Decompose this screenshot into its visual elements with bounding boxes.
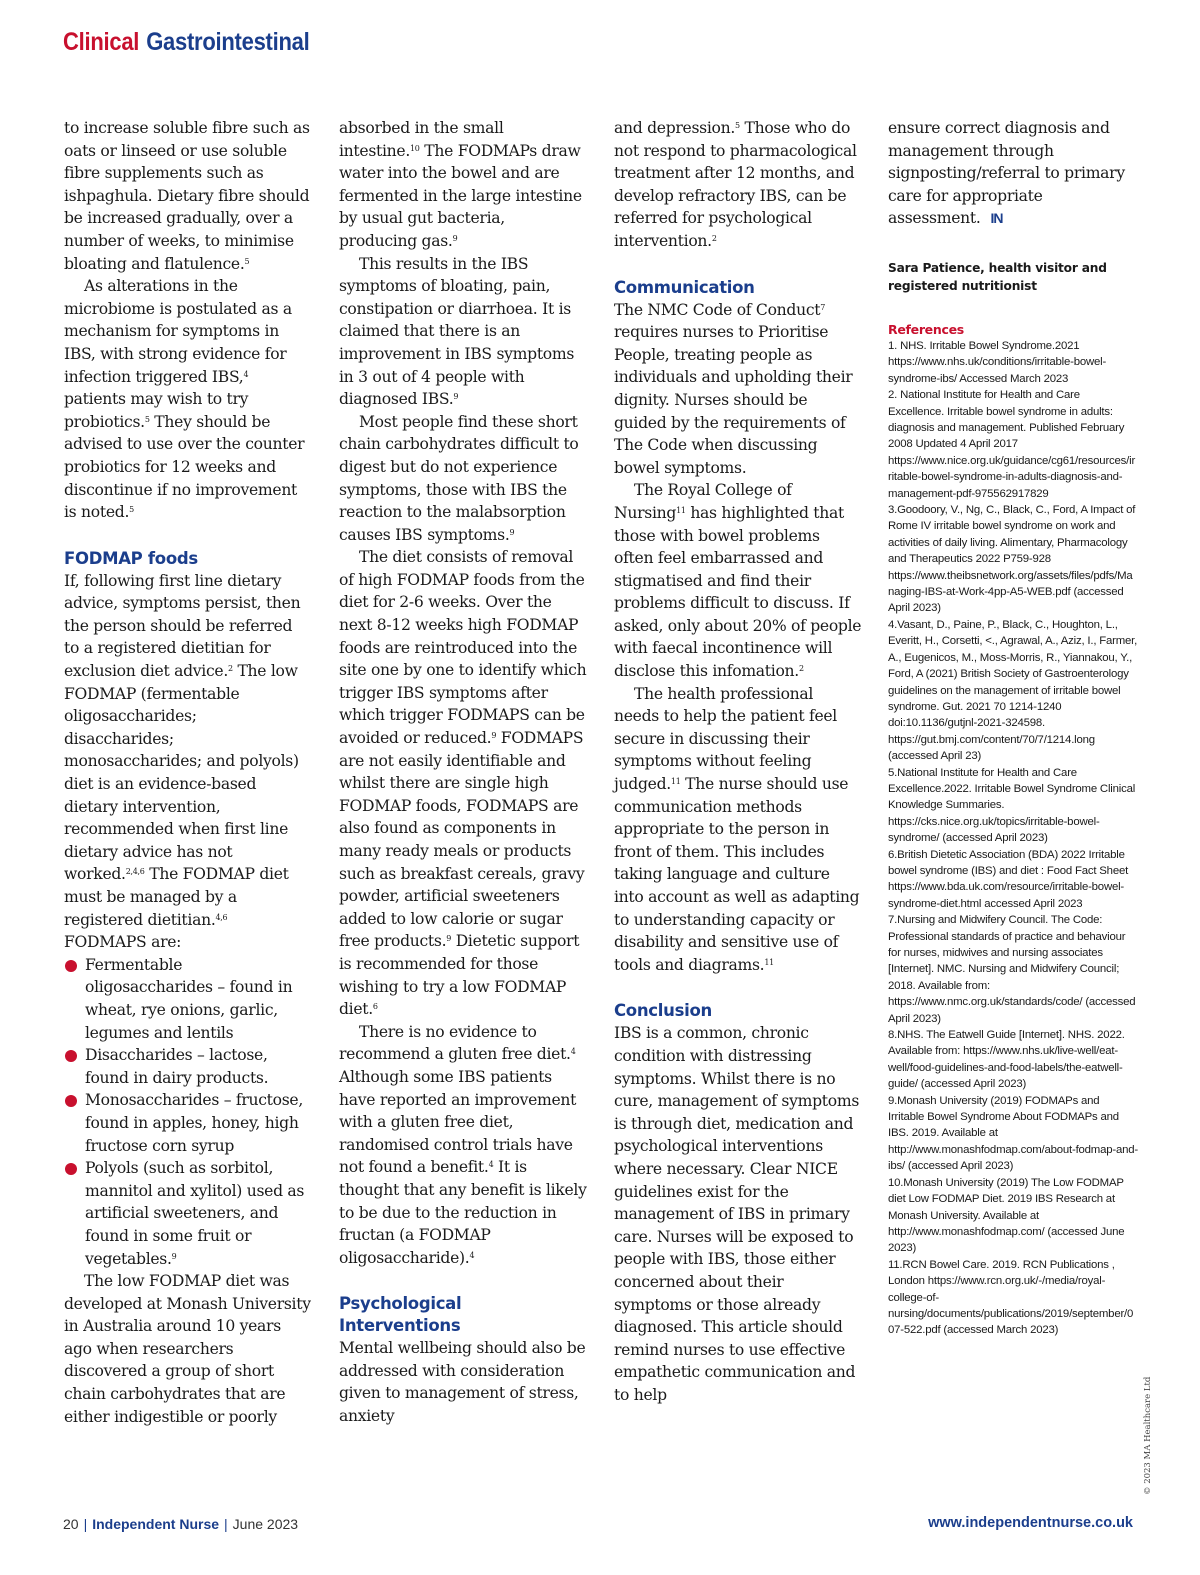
citation: 7: [820, 302, 826, 312]
citation: 2: [711, 233, 717, 243]
citation: 4: [469, 1250, 475, 1260]
footer-separator: |: [83, 1516, 88, 1532]
page-header: [63, 28, 309, 57]
reference-item: 2. National Institute for Health and Care Excellence. Irritable bowel syndrome in adults: diagnosis and management. Published February 2008 Updated 4 April 2017 https://www.nice.org.uk/guidance/cg61/resources/irritable-bowel-syndrome-in-adults-diagnosis-and-management-pdf-975562917829: [888, 389, 1136, 500]
reference-item: 10.Monash University (2019) The Low FODMAP diet Low FODMAP Diet. 2019 IBS Research at Monash University. Available at http://www.monashfodmap.com/ (accessed June 2023): [888, 1176, 1125, 1255]
reference-item: 6.British Dietetic Association (BDA) 2022 Irritable bowel syndrome (IBS) and diet : Food Fact Sheet https://www.bda.uk.com/resource/irritable-bowel-syndrome-diet.html accessed April 2023: [888, 848, 1129, 910]
paragraph: The health professional needs to help the patient feel secure in discussing their symptoms without feeling judged.$^{11}$ The nurse should use communication methods appropriate to the person in front of them. This includes taking language and culture into account as well as adapting to understanding capacity or disability and sensitive use of tools and diagrams.$^{11}$: [614, 684, 860, 974]
list-item: Polyols (such as sorbitol, mannitol and xylitol) used as artificial sweeteners, and found in some fruit or vegetables.$^9$: [64, 1157, 311, 1270]
copyright-notice: © 2023 MA Healthcare Ltd: [1143, 1376, 1153, 1495]
page-number: 20: [63, 1516, 79, 1532]
reference-item: 8.NHS. The Eatwell Guide [Internet]. NHS. 2022. Available from: https://www.nhs.uk/live-well/eat-well/food-guidelines-and-food-labels/the-eatwell-guide/ (accessed April 2023): [888, 1029, 1125, 1091]
section-heading-conclusion: Conclusion: [614, 1001, 712, 1021]
citation: 2: [227, 664, 233, 674]
paragraph: ensure correct diagnosis and management through signposting/referral to primary care for appropriate assessment. IN: [888, 117, 1138, 230]
reference-item: 5.National Institute for Health and Care Excellence.2022. Irritable Bowel Syndrome Clinical Knowledge Summaries. https://cks.nice.org.uk/topics/irritable-bowel-syndrome/ (accessed April 2023): [888, 766, 1136, 845]
section-label: Clinical: [63, 28, 140, 56]
citation: 5: [144, 414, 150, 424]
article-column-4: [888, 117, 1138, 1339]
paragraph: There is no evidence to recommend a gluten free diet.$^4$ Although some IBS patients have reported an improvement with a gluten free diet, randomised control trials have not found a benefit.$^4$ It is thought that any benefit is likely to be due to the reduction in fructan (a FODMAP oligosaccharide).$^4$: [339, 1022, 587, 1267]
citation: 11: [676, 505, 686, 515]
citation: 2,4,6: [125, 867, 145, 877]
citation: 9: [446, 934, 452, 944]
section-heading-fodmap-foods: FODMAP foods: [64, 548, 198, 568]
paragraph: FODMAPS are:: [64, 933, 182, 952]
paragraph: Mental wellbeing should also be addressed with consideration given to management of stress, anxiety: [339, 1339, 586, 1426]
citation: 5: [735, 121, 740, 130]
paragraph: The Royal College of Nursing$^{11}$ has highlighted that those with bowel problems often feel embarrassed and stigmatised and find their problems difficult to discuss. If asked, only about 20% of people with faecal incontinence will disclose this infomation.$^2$: [614, 481, 862, 681]
citation: 4: [243, 369, 249, 379]
footer-separator: |: [224, 1516, 228, 1532]
article-column-2: [339, 117, 587, 1428]
list-item: Monosaccharides – fructose, found in apples, honey, high fructose corn syrup: [64, 1089, 311, 1157]
fodmap-list: [64, 954, 311, 1270]
paragraph: The low FODMAP diet was developed at Monash University in Australia around 10 years ago when researchers discovered a group of short chain carbohydrates that are either indigestible or poorly: [64, 1272, 311, 1426]
citation: 4: [488, 1160, 494, 1170]
paragraph: The NMC Code of Conduct$^7$ requires nurses to Prioritise People, treating people as individuals and upholding their dignity. Nurses should be guided by the requirements of The Code when discussing bowel symptoms.: [614, 300, 853, 477]
list-item: Disaccharides – lactose, found in dairy products.: [64, 1044, 311, 1089]
section-heading-psychological-interventions: Psychological Interventions: [339, 1294, 462, 1336]
reference-item: 7.Nursing and Midwifery Council. The Code: Professional standards of practice and behaviour for nurses, midwives and nursing associates [Internet]. NMC. Nursing and Midwifery Council; 2018. Available from: https://www.nmc.org.uk/standards/code/ (accessed April 2023): [888, 914, 1136, 1025]
section-heading-communication: Communication: [614, 277, 755, 297]
citation: 4,6: [215, 912, 228, 922]
citation: 9: [491, 731, 497, 741]
reference-item: 3.Goodoory, V., Ng, C., Black, C., Ford, A Impact of Rome IV irritable bowel syndrome on work and activities of daily living. Alimentary, Pharmacology and Therapeutics 2022 P759-928 https://www.theibsnetwork.org/assets/files/pdfs/Managing-IBS-at-Work-4pp-A5-WEB.pdf (accessed April 2023): [888, 504, 1136, 615]
citation: 11: [670, 777, 681, 787]
paragraph: to increase soluble fibre such as oats or linseed or use soluble fibre supplements such as ishpaghula. Dietary fibre should be increased gradually, over a number of weeks, to minimise bloating and flatulence.$^5$: [64, 119, 310, 273]
paragraph: and depression.$^5$ Those who do not respond to pharmacological treatment after 12 months, and develop refractory IBS, can be referred for psychological intervention.$^2$: [614, 119, 857, 250]
citation: 9: [171, 1251, 177, 1261]
reference-item: 4.Vasant, D., Paine, P., Black, C., Houghton, L., Everitt, H., Corsetti, <., Agrawal, A., Aziz, I., Farmer, A., Eugenicos, M., Moss-Morris, R., Yiannakou, Y., Ford, A (2021) British Society of Gastroenterology guidelines on the management of irritable bowel syndrome. Gut. 2021 70 1214-1240 doi:10.1136/gutjnl-2021-324598. https://gut.bmj.com/content/70/7/1214.long (accessed April 23): [888, 618, 1138, 763]
citation: 6: [372, 1002, 378, 1012]
list-item: Fermentable oligosaccharides – found in wheat, rye onions, garlic, legumes and lentils: [64, 954, 311, 1044]
issue-date: June 2023: [232, 1516, 299, 1532]
citation: 10: [410, 143, 420, 153]
paragraph: This results in the IBS symptoms of bloating, pain, constipation or diarrhoea. It is claimed that there is an improvement in IBS symptoms in 3 out of 4 people with diagnosed IBS.$^9$: [339, 254, 575, 409]
end-of-article-mark: IN: [990, 210, 1003, 227]
citation: 11: [764, 957, 774, 967]
citation: 5: [129, 505, 134, 515]
paragraph: If, following first line dietary advice, symptoms persist, then the person should be referred to a registered dietitian for exclusion diet advice.$^2$ The low FODMAP (fermentable oligosaccharides; disaccharides; monosaccharides; and polyols) diet is an evidence-based dietary intervention, recommended when first line dietary advice has not worked.$^{2,4,6}$ The FODMAP diet must be managed by a registered dietitian.$^{4,6}$: [64, 571, 301, 929]
citation: 5: [244, 256, 250, 266]
paragraph: IBS is a common, chronic condition with distressing symptoms. Whilst there is no cure, management of symptoms is through diet, medication and psychological interventions where necessary. Clear NICE guidelines exist for the management of IBS in primary care. Nurses will be exposed to people with IBS, those either concerned about their symptoms or those already diagnosed. This article should remind nurses to use effective empathetic communication and to help: [614, 1024, 860, 1404]
references-heading: References: [888, 321, 964, 337]
paragraph: Most people find these short chain carbohydrates difficult to digest but do not experience symptoms, those with IBS the reaction to the malabsorption causes IBS symptoms.$^9$: [339, 412, 579, 544]
website-link[interactable]: www.independentnurse.co.uk: [928, 1515, 1133, 1531]
topic-label: Gastrointestinal: [146, 28, 310, 56]
citation: 9: [453, 392, 459, 402]
reference-item: 11.RCN Bowel Care. 2019. RCN Publications , London https://www.rcn.org.uk/-/media/royal-college-of-nursing/documents/publications/2019/september/007-522.pdf (accessed March 2023): [888, 1258, 1134, 1337]
paragraph: As alterations in the microbiome is postulated as a mechanism for symptoms in IBS, with strong evidence for infection triggered IBS,$^4$ patients may wish to try probiotics.$^5$ They should be advised to use over the counter probiotics for 12 weeks and discontinue if no improvement is noted.$^5$: [64, 277, 305, 522]
citation: 9: [452, 233, 458, 243]
publication-name: Independent Nurse: [92, 1516, 220, 1532]
reference-item: 9.Monash University (2019) FODMAPs and Irritable Bowel Syndrome About FODMAPs and IBS. 2019. Available at http://www.monashfodmap.com/about-fodmap-and-ibs/ (accessed April 2023): [888, 1094, 1138, 1173]
citation: 4: [570, 1047, 576, 1057]
article-column-3: [614, 117, 862, 1406]
citation: 2: [798, 664, 804, 674]
author-byline: Sara Patience, health visitor and registered nutritionist: [888, 260, 1107, 293]
citation: 9: [509, 527, 515, 537]
footer-left: [63, 1516, 298, 1532]
paragraph: The diet consists of removal of high FODMAP foods from the diet for 2-6 weeks. Over the next 8-12 weeks high FODMAP foods are reintroduced into the site one by one to identify which trigger IBS symptoms after which trigger FODMAPS can be avoided or reduced.$^9$ FODMAPS are not easily identifiable and whilst there are single high FODMAP foods, FODMAPS are also found as components in many ready meals or products such as breakfast cereals, gravy powder, artificial sweeteners added to low calorie or sugar free products.$^9$ Dietetic support is recommended for those wishing to try a low FODMAP diet.$^6$: [339, 548, 587, 1019]
reference-item: 1. NHS. Irritable Bowel Syndrome.2021 https://www.nhs.uk/conditions/irritable-bowel-syndrome-ibs/ Accessed March 2023: [888, 339, 1107, 385]
paragraph: absorbed in the small intestine.$^{10}$ The FODMAPs draw water into the bowel and are fermented in the large intestine by usual gut bacteria, producing gas.$^9$: [339, 119, 582, 250]
article-column-1: [64, 117, 311, 1428]
